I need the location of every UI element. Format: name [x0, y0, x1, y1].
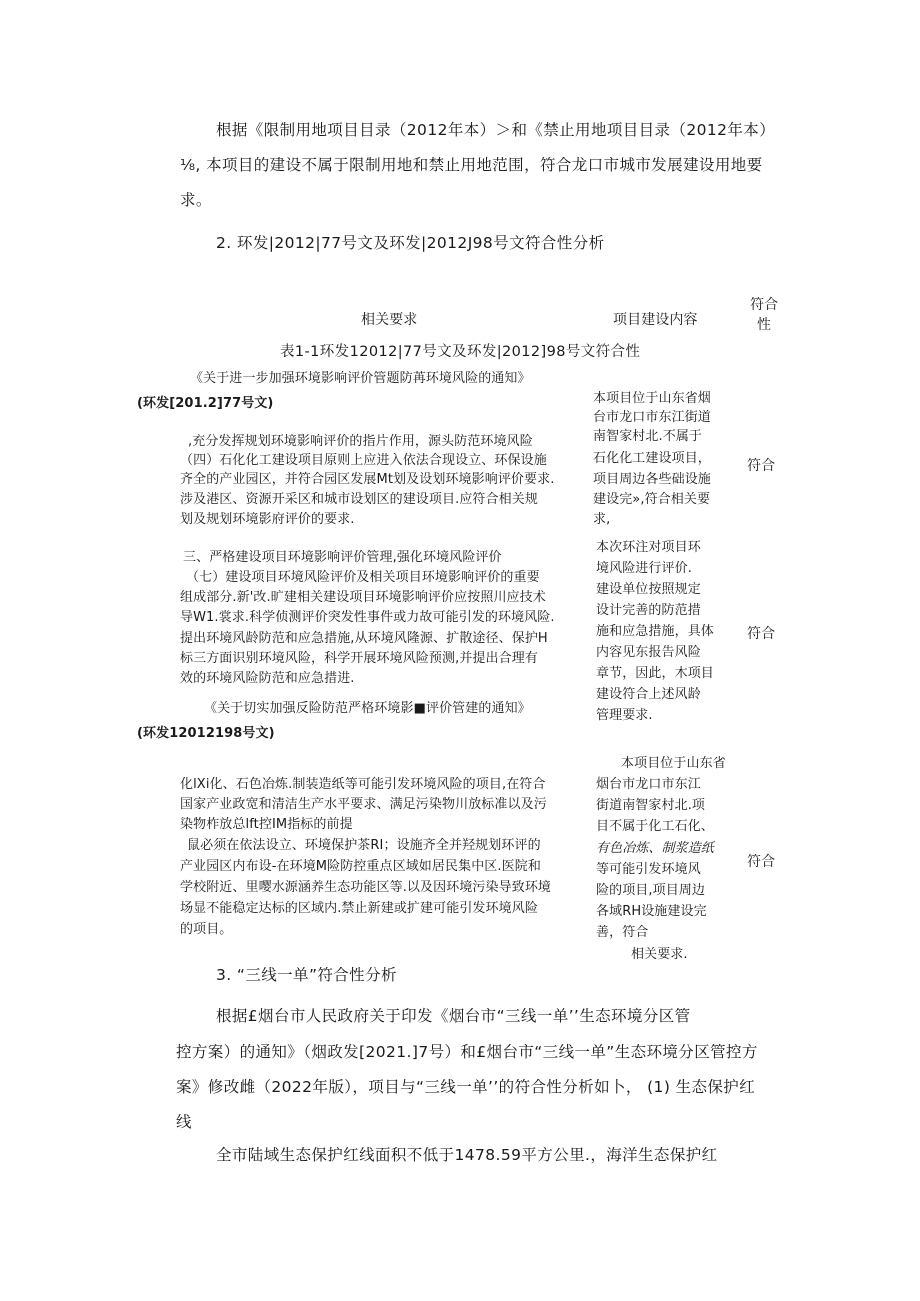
row3-req-line: 化lXi化、石色冶炼.制装造纸等可能引发环境风险的项目,在符合 [180, 777, 546, 792]
row1-content-line: 项目周边各些础设施 [593, 472, 711, 487]
row1-content-line: 求, [593, 512, 611, 527]
row3-req-line: 国家产业政宽和清洁生产水平要求、满足污染物川放标准以及污 [180, 797, 547, 812]
row1-req-line: （四）石化化工建设项目原则上应进入依法合现设立、环保设施 [180, 453, 547, 468]
row1-conform: 符合 [747, 458, 776, 474]
row3-content-line: 善，符合 [596, 925, 649, 940]
row2-content-line: 本次环注对项目环 [596, 540, 701, 555]
row3-req-line: 产业园区内布设-在环境M险防控重点区域如居民集中区.医院和 [180, 859, 541, 874]
row3-content-line: 各域RH设施建设完 [596, 904, 707, 919]
doc1-title: 《关于进一步加强环境影响评价管题防苒环境风险的通知》 [190, 371, 531, 386]
row1-req-line: 划及规划环境影府评价的要求. [180, 512, 355, 527]
intro-line-1: 根据《限制用地项目目录（2012年本）＞和《禁止用地项目目录（2012年本） [216, 121, 776, 139]
row1-content-line: 建设完»,符合相关要 [593, 492, 711, 507]
doc2-ref: (环发12012198号文) [137, 726, 275, 741]
header-conform-2: 性 [757, 317, 772, 333]
row2-req-line: 标三方面识别环境风险，科学开展环境风险预测,并提出合理有 [180, 651, 538, 666]
section-3-para1-line-2: 控方案）的通知》（烟政发[2021.]7号）和£烟台市“三线一单”生态环境分区管控方 [176, 1043, 758, 1061]
intro-line-3: 求。 [180, 191, 212, 209]
row1-req-line: ,充分发挥规划环境影响评价的指片作用，源头防范环境风险 [188, 434, 533, 449]
row2-content-line: 建设符合上述风龄 [596, 687, 701, 702]
row3-req-line: 的项目。 [180, 922, 233, 937]
section-2-heading: 2. 环发|2012|77号文及环发|2012J98号文符合性分析 [216, 234, 605, 252]
row3-content-line: 本项目位于山东省 [621, 756, 726, 771]
row3-content-line: 烟台市龙口市东江 [596, 777, 701, 792]
row3-conform: 符合 [747, 854, 776, 870]
header-requirement: 相关要求 [361, 312, 418, 328]
table-caption: 表1-1环发12012|77号文及环发|2012]98号文符合性 [280, 344, 641, 360]
row3-req-line: 学校附近、里嘤水源涵养生态功能区等.以及因环境污染导致环境 [180, 880, 552, 895]
row3-req-line: 场显不能稳定达标的区域内.禁止新建或扩建可能引发环境风险 [180, 901, 538, 916]
doc1-ref: (环发[201.2]77号文) [137, 396, 274, 411]
intro-line-2: ⅛, 本项目的建设不属于限制用地和禁止用地范围，符合龙口市城市发展建设用地要 [180, 156, 763, 174]
row1-content-line: 台市龙口市东江街道 [593, 410, 711, 425]
row2-req-line: 三、严格建设项目环境影响评价管理,强化环境风险评价 [183, 550, 502, 565]
header-conform-1: 符合 [750, 297, 779, 313]
row3-req-line: 鼠必须在依法设立、环境保护茶RI；设施齐全并羟规划环评的 [187, 838, 541, 853]
row1-content-line: 南智家村北.不属于 [593, 429, 703, 444]
section-3-para1-line-4: 线 [176, 1113, 192, 1131]
row2-content-line: 章节，因此，木项目 [596, 666, 714, 681]
row1-content-line: 本项目位于山东省烟 [593, 391, 711, 406]
row2-req-line: 组成部分.新'改.旷建相关建设项目环境影响评价应按照川应技术 [180, 590, 546, 605]
row2-content-line: 设计完善的防范措 [596, 603, 701, 618]
section-3-para2-line-1: 全市陆域生态保护红线面积不低于1478.59平方公里.，海洋生态保护红 [216, 1146, 718, 1164]
row3-req-line: 染物柞放总lft控IM指标的前提 [180, 817, 353, 832]
row3-content-line: 街道南智家村北.项 [596, 798, 706, 813]
row2-content-line: 内容见东报告风险 [596, 645, 701, 660]
row3-content-line: 目不属于化工石化、 [596, 819, 714, 834]
row2-req-line: 导W1.裳求.科学侦测评价突发性事件或力故可能引发的环境风险. [180, 610, 555, 625]
doc2-title: 《关于切实加强反险防范严格环境影■评价管建的通知》 [204, 701, 531, 716]
row2-req-line: （七）建设项目环境风险评价及相关项目环境影响评价的重要 [186, 570, 540, 585]
row1-req-line: 齐全的产业园区，并符合园区发展Mt划及设划环境影响评价要求. [180, 472, 555, 487]
row1-req-line: 涉及港区、资源开采区和城市设划区的建设项目.应符合相关规 [180, 492, 538, 507]
row2-conform: 符合 [747, 626, 776, 642]
row2-content-line: 管理要求. [596, 708, 653, 723]
row3-content-line: 有色冶炼、制浆造纸 [596, 841, 714, 856]
section-3-para1-line-3: 案》修改雌（2022年版），项目与“三线一单’’的符合性分析如卜， (1) 生态保护红 [176, 1078, 756, 1096]
row2-content-line: 建设单位按照规定 [596, 582, 701, 597]
row3-content-line: 相关要求. [631, 947, 688, 962]
header-content: 项目建设内容 [613, 312, 698, 328]
row3-content-line: 等可能引发环境风 [596, 862, 701, 877]
section-3-heading: 3. “三线一单”符合性分析 [216, 966, 397, 984]
row3-content-line: 险的项目,项目周边 [596, 883, 706, 898]
row1-content-line: 石化化工建设项目， [593, 451, 711, 466]
row2-req-line: 效的环境风险防范和应急措进. [180, 671, 355, 686]
row2-content-line: 施和应急措施，具体 [596, 624, 714, 639]
section-3-para1-line-1: 根据£烟台市人民政府关于印发《烟台市“三线一单’’生态环境分区管 [216, 1007, 691, 1025]
row2-req-line: 提出环境风龄防范和应急措施,从环境风隆源、扩散途径、保护H [180, 631, 548, 646]
row2-content-line: 境风险进行评价. [596, 561, 692, 576]
